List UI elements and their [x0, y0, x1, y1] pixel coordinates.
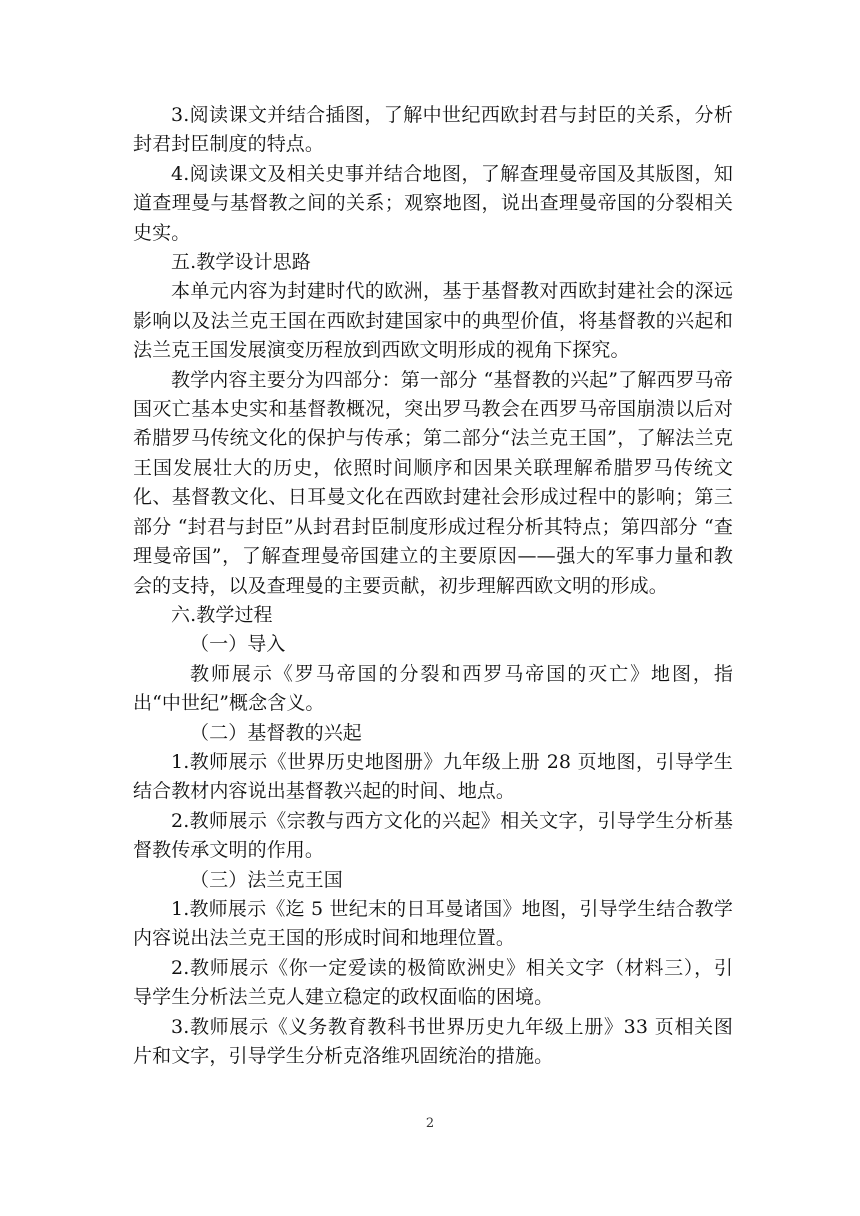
introduction-paragraph: 教师展示《罗马帝国的分裂和西罗马帝国的灭亡》地图，指出“中世纪”概念含义。: [133, 662, 733, 715]
subsection-heading-christianity: （二）基督教的兴起: [190, 721, 362, 744]
page-number: 2: [425, 1116, 435, 1131]
objective-4-paragraph: 4.阅读课文及相关史事并结合地图，了解查理曼帝国及其版图，知道查理曼与基督教之间的关系；观察地图，说出查理曼帝国的分裂相关史实。: [133, 162, 733, 244]
objective-3-paragraph: 3.阅读课文并结合插图，了解中世纪西欧封君与封臣的关系，分析封君封臣制度的特点。: [133, 104, 733, 156]
frankish-step-2: 2.教师展示《你一定爱读的极简欧洲史》相关文字（材料三），引导学生分析法兰克人建立稳定的政权面临的困境。: [133, 956, 733, 1009]
frankish-step-1: 1.教师展示《迄 5 世纪末的日耳曼诸国》地图，引导学生结合教学内容说出法兰克王国的形成时间和地理位置。: [133, 897, 733, 950]
subsection-heading-introduction: （一）导入: [190, 633, 286, 656]
document-body: [133, 101, 733, 1071]
section-heading-design-approach: 五.教学设计思路: [171, 251, 311, 274]
design-approach-paragraph-2: 教学内容主要分为四部分：第一部分 “基督教的兴起”了解西罗马帝国灭亡基本史实和基督教概况，突出罗马教会在西罗马帝国崩溃以后对希腊罗马传统文化的保护与传承；第二部分“法兰克王国”，了解法兰克王国发展壮大的历史，依照时间顺序和因果关联理解希腊罗马传统文化、基督教文化、日耳曼文化在西欧封建社会形成过程中的影响；第三部分 “封君与封臣”从封君封臣制度形成过程分析其特点；第四部分 “查理曼帝国”，了解查理曼帝国建立的主要原因——强大的军事力量和教会的支持，以及查理曼的主要贡献，初步理解西欧文明的形成。: [133, 368, 733, 597]
subsection-heading-frankish-kingdom: （三）法兰克王国: [190, 868, 343, 891]
christianity-step-2: 2.教师展示《宗教与西方文化的兴起》相关文字，引导学生分析基督教传承文明的作用。: [133, 809, 733, 862]
christianity-step-1: 1.教师展示《世界历史地图册》九年级上册 28 页地图，引导学生结合教材内容说出基督教兴起的时间、地点。: [133, 750, 733, 803]
design-approach-paragraph-1: 本单元内容为封建时代的欧洲，基于基督教对西欧封建社会的深远影响以及法兰克王国在西欧封建国家中的典型价值，将基督教的兴起和法兰克王国发展演变历程放到西欧文明形成的视角下探究。: [133, 280, 733, 362]
frankish-step-3: 3.教师展示《义务教育教科书世界历史九年级上册》33 页相关图片和文字，引导学生分析克洛维巩固统治的措施。: [133, 1015, 733, 1067]
section-heading-teaching-process: 六.教学过程: [171, 603, 273, 626]
